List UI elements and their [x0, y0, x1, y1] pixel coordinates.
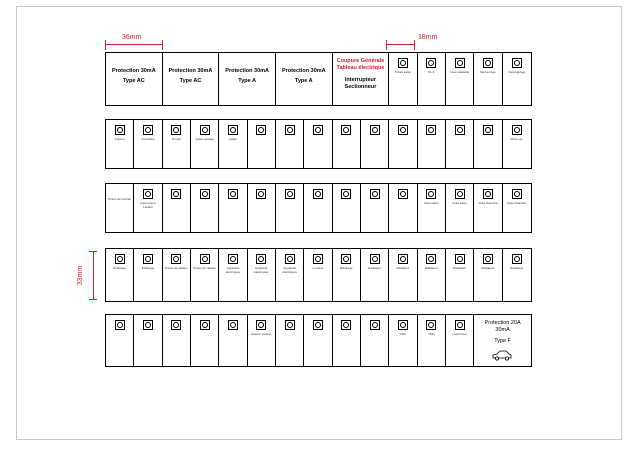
label-r5-13-text: Interphone [452, 332, 467, 336]
light-icon [313, 125, 323, 135]
outlet-icon [313, 189, 323, 199]
label-r4-14-text: Radiateur [481, 266, 495, 270]
label-r5-11 [389, 315, 417, 366]
label-r4-7-text: Appareils électriques [282, 266, 297, 274]
outlet-icon [171, 189, 181, 199]
label-r5-5 [219, 315, 247, 366]
dishwasher-icon [455, 58, 465, 68]
label-r3-5 [219, 184, 247, 232]
cupboard-icon [228, 125, 238, 135]
fan-icon [426, 320, 436, 330]
vehicle-breaker [474, 315, 531, 366]
network-icon [228, 320, 238, 330]
label-r3-12 [418, 184, 446, 232]
label-r3-11 [389, 184, 417, 232]
label-r5-1 [106, 315, 134, 366]
label-r3-7 [276, 184, 304, 232]
width-dim-line [105, 44, 163, 45]
label-r5-3 [163, 315, 191, 366]
label-r3-14 [474, 184, 502, 232]
height-dim-tick-bottom [89, 299, 97, 300]
air-conditioner-icon [256, 254, 266, 264]
house-alarm-icon [256, 320, 266, 330]
radiator-icon [370, 254, 380, 264]
breaker-4-title: Protection 30mA [281, 68, 326, 74]
main-switch-title-2: Tableau électrique [336, 65, 385, 71]
label-r4-15-text: Radiateur [510, 266, 524, 270]
panel-row-2 [105, 119, 532, 169]
label-r2-1-text: Cuisine [114, 137, 125, 141]
label-r4-2 [134, 249, 162, 301]
label-r2-4-text: Volets garage [195, 137, 214, 141]
label-r2-8 [304, 120, 332, 168]
label-r2-2 [134, 120, 162, 168]
radiator-icon [512, 254, 522, 264]
label-r1-3 [446, 53, 474, 105]
multi-outlet-icon [200, 254, 210, 264]
label-r2-3-text: Portail [172, 137, 181, 141]
label-r2-3 [163, 120, 191, 168]
label-r5-6-text: Alarme maison [251, 332, 272, 336]
boiler-icon [143, 125, 153, 135]
label-r2-15 [503, 120, 531, 168]
panel-row-1 [105, 52, 532, 106]
outlet-icon [285, 189, 295, 199]
label-r4-12-text: Radiateur [424, 266, 438, 270]
breaker-2-type: Type AC [179, 78, 202, 84]
label-r3-13-text: Volet salon [452, 201, 467, 205]
label-r4-12 [418, 249, 446, 301]
label-r3-1 [106, 184, 134, 232]
label-r4-2-text: Éclairage [141, 266, 155, 270]
label-r4-14 [474, 249, 502, 301]
label-r2-6 [248, 120, 276, 168]
radiator-icon [426, 254, 436, 264]
main-switch-title-1: Coupure Générale [336, 58, 385, 64]
shutter-icon [200, 125, 210, 135]
width-dim-tick-left [105, 40, 106, 50]
label-r2-5 [219, 120, 247, 168]
label-r4-11 [389, 249, 417, 301]
label-r4-10 [361, 249, 389, 301]
label-r3-1-text: Prises de l'entrée [108, 197, 132, 201]
width-dim-tick-right [162, 40, 163, 50]
label-r3-10 [361, 184, 389, 232]
label-r3-12-text: Volet salon [423, 201, 439, 205]
label-r1-4-text: Sèche-linge [480, 70, 496, 74]
laptop-icon [200, 320, 210, 330]
label-r4-3-text: Prises de l'atelier [164, 266, 188, 270]
label-r5-9 [333, 315, 361, 366]
outlet-icon [398, 189, 408, 199]
label-r4-1-text: Éclairage [113, 266, 126, 270]
width-dim-label: 36mm [122, 34, 142, 41]
main-switch-sub-1: Interrupteur [344, 77, 377, 83]
label-r4-6-text: Appareils électriques [254, 266, 269, 274]
monitor-icon [313, 320, 323, 330]
label-r4-11-text: Radiateur [396, 266, 410, 270]
label-r1-1-text: Prises salon [394, 70, 412, 74]
cooktop-icon [115, 125, 125, 135]
breaker-1-title: Protection 30mA [111, 68, 156, 74]
label-r4-13-text: Radiateur [453, 266, 467, 270]
vehicle-breaker-type: Type F [494, 338, 511, 344]
label-r2-12 [418, 120, 446, 168]
label-r3-13 [446, 184, 474, 232]
label-r2-1 [106, 120, 134, 168]
label-r2-4 [191, 120, 219, 168]
height-dim-line [93, 251, 94, 300]
label-r4-5-text: Appareils électriques [225, 266, 241, 274]
switch-icon [115, 254, 125, 264]
roller-shutter-icon [426, 189, 436, 199]
gate-icon [171, 125, 181, 135]
label-r3-15 [503, 184, 531, 232]
label-r1-5-text: Cave/garage [508, 70, 526, 74]
label-r4-15 [503, 249, 531, 301]
label-r4-9 [333, 249, 361, 301]
outlet-icon [228, 189, 238, 199]
label-r2-13 [446, 120, 474, 168]
label-r3-8 [304, 184, 332, 232]
label-r5-13 [446, 315, 474, 366]
breaker-3 [219, 53, 276, 105]
outlet-icon [143, 320, 153, 330]
speaker-icon [171, 320, 181, 330]
label-r5-12 [418, 315, 446, 366]
label-r2-7 [276, 120, 304, 168]
label-r1-4 [474, 53, 502, 105]
label-r4-8-text: Lumière [312, 266, 324, 270]
panel-row-4 [105, 248, 532, 302]
breaker-2 [163, 53, 220, 105]
vehicle-breaker-amp: 30mA [495, 327, 510, 333]
label-r4-10-text: Radiateur [368, 266, 382, 270]
label-r3-14-text: Volet chambre [478, 201, 498, 205]
outlet-icon [398, 58, 408, 68]
label-r2-14 [474, 120, 502, 168]
air-conditioner-icon [228, 254, 238, 264]
bulb-icon [341, 254, 351, 264]
label-r2-5-text: Cellier [228, 137, 238, 141]
switch-icon [143, 254, 153, 264]
label-r2-15-text: Prise ext. [510, 137, 524, 141]
monitor-icon [285, 320, 295, 330]
vehicle-breaker-title: Protection 20A [484, 320, 521, 326]
label-r4-9-text: Éclairage [340, 266, 353, 270]
light-icon [370, 125, 380, 135]
height-dim-tick-top [89, 251, 97, 252]
label-r4-4 [191, 249, 219, 301]
height-dim-label: 33mm [77, 265, 85, 286]
label-r4-4-text: Prises de l'atelier [193, 266, 217, 270]
roller-shutter-icon [455, 189, 465, 199]
label-r5-12-text: VMC [427, 332, 435, 336]
label-r5-11-text: VMC [399, 332, 407, 336]
label-r5-2 [134, 315, 162, 366]
label-r4-8 [304, 249, 332, 301]
label-r3-4 [191, 184, 219, 232]
label-r4-1 [106, 249, 134, 301]
label-r4-3 [163, 249, 191, 301]
outlet-icon [512, 58, 522, 68]
small-dim-tick-right [414, 40, 415, 50]
label-r1-1 [389, 53, 417, 105]
label-r1-2 [418, 53, 446, 105]
label-r3-9 [333, 184, 361, 232]
outlet-icon [370, 189, 380, 199]
panel-row-3 [105, 183, 532, 233]
breaker-4-type: Type A [294, 78, 313, 84]
main-switch-sub-2: Sectionneur [344, 84, 377, 90]
light-icon [341, 125, 351, 135]
small-dim-tick-left [386, 40, 387, 50]
label-r5-6 [248, 315, 276, 366]
light-icon [398, 125, 408, 135]
light-icon [455, 125, 465, 135]
label-r5-4 [191, 315, 219, 366]
label-r5-10 [361, 315, 389, 366]
roller-shutter-icon [483, 189, 493, 199]
breaker-4 [276, 53, 333, 105]
outlet-icon [115, 320, 125, 330]
label-r5-8 [304, 315, 332, 366]
outlet-icon [256, 189, 266, 199]
label-r4-13 [446, 249, 474, 301]
label-r2-2-text: Chaudière [141, 137, 155, 141]
label-r4-7 [276, 249, 304, 301]
printer-icon [341, 320, 351, 330]
label-r4-6 [248, 249, 276, 301]
breaker-3-title: Protection 30mA [225, 68, 269, 74]
intercom-icon [455, 320, 465, 330]
breaker-1 [106, 53, 163, 105]
outlet-icon [200, 189, 210, 199]
label-r3-2-text: Interrupteur Lavabo [140, 201, 156, 209]
radiator-icon [398, 254, 408, 264]
light-icon [285, 125, 295, 135]
breaker-2-title: Protection 30mA [168, 68, 213, 74]
waterproof-outlet-icon [512, 125, 522, 135]
printer-icon [370, 320, 380, 330]
label-r1-3-text: Lave-vaisselle [450, 70, 470, 74]
label-r4-5 [219, 249, 247, 301]
label-r1-5 [503, 53, 531, 105]
breaker-1-type: Type AC [122, 78, 145, 84]
label-r2-9 [333, 120, 361, 168]
breaker-3-type: Type A [238, 78, 256, 84]
label-r3-2 [134, 184, 162, 232]
radiator-icon [455, 254, 465, 264]
light-icon [426, 125, 436, 135]
small-dim-label: 18mm [418, 34, 438, 41]
small-dim-line [386, 44, 414, 45]
panel-row-5 [105, 314, 532, 367]
switch-icon [143, 189, 153, 199]
light-icon [483, 125, 493, 135]
label-r5-7 [276, 315, 304, 366]
multi-outlet-icon [171, 254, 181, 264]
radiator-icon [483, 254, 493, 264]
label-r1-2-text: P.L.F [427, 70, 435, 74]
roller-shutter-icon [512, 189, 522, 199]
light-icon [256, 125, 266, 135]
fan-icon [398, 320, 408, 330]
label-r3-6 [248, 184, 276, 232]
lamp-icon [313, 254, 323, 264]
label-r3-3 [163, 184, 191, 232]
label-r2-10 [361, 120, 389, 168]
label-r3-15-text: Volet chambre [507, 201, 527, 205]
electric-car-icon [491, 349, 513, 361]
main-switch [333, 53, 390, 105]
outlet-icon [341, 189, 351, 199]
outlet-icon [426, 58, 436, 68]
air-conditioner-icon [285, 254, 295, 264]
dryer-icon [483, 58, 493, 68]
label-r2-11 [389, 120, 417, 168]
